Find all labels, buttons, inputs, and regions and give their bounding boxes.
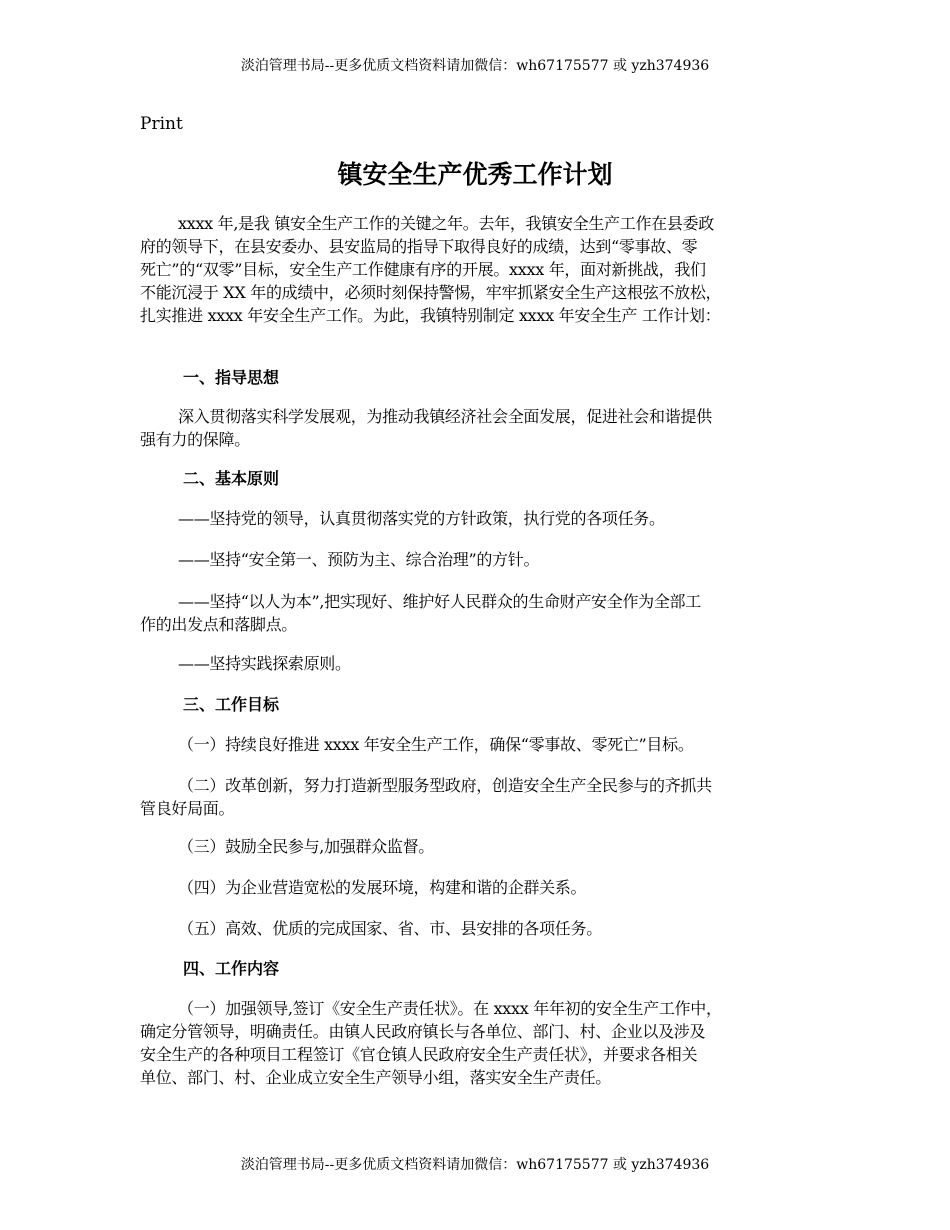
text-line: 单位、部门、村、企业成立安全生产领导小组，落实安全生产责任。: [140, 1068, 612, 1087]
intro-paragraph: [140, 212, 816, 327]
text-line: ——坚持“安全第一、预防为主、综合治理”的方针。: [178, 550, 540, 569]
text-line: 强有力的保障。: [140, 430, 250, 449]
text-line: 死亡”的“双零”目标，安全生产工作健康有序的开展。xxxx 年，面对新挑战，我们: [140, 260, 706, 279]
work-content-paragraph: [140, 997, 816, 1089]
text-line: xxxx 年,是我 镇安全生产工作的关键之年。去年，我镇安全生产工作在县委政: [178, 214, 714, 233]
goal-item: [140, 733, 816, 756]
text-line: 作的出发点和落脚点。: [140, 615, 298, 634]
section-heading-basic-principles: 二、基本原则: [183, 469, 280, 488]
text-line: ——坚持实践探索原则。: [178, 654, 351, 673]
text-line: （一）加强领导,签订《安全生产责任状》。在 xxxx 年年初的安全生产工作中，: [178, 999, 722, 1018]
text-line: 确定分管领导，明确责任。由镇人民政府镇长与各单位、部门、村、企业以及涉及: [140, 1022, 706, 1041]
goal-item: [140, 835, 816, 858]
text-line: （一）持续良好推进 xxxx 年安全生产工作，确保“零事故、零死亡”目标。: [178, 735, 694, 754]
principle-item: [140, 590, 816, 636]
principle-item: [140, 652, 816, 675]
text-line: 安全生产的各种项目工程签订《官仓镇人民政府安全生产责任状》，并要求各相关: [140, 1045, 698, 1064]
text-line: ——坚持党的领导，认真贯彻落实党的方针政策，执行党的各项任务。: [178, 509, 665, 528]
page-footer: 淡泊管理书局--更多优质文档资料请加微信：wh67175577 或 yzh374936: [240, 1157, 710, 1173]
text-line: ——坚持“以人为本”,把实现好、维护好人民群众的生命财产安全作为全部工: [178, 592, 701, 611]
principle-item: [140, 507, 816, 530]
text-line: 扎实推进 xxxx 年安全生产工作。为此，我镇特别制定 xxxx 年安全生产 工作计划：: [140, 306, 721, 325]
text-line: （五）高效、优质的完成国家、省、市、县安排的各项任务。: [178, 919, 602, 938]
text-line: 府的领导下，在县安委办、县安监局的指导下取得良好的成绩，达到“零事故、零: [140, 237, 698, 256]
text-line: （三）鼓励全民参与,加强群众监督。: [178, 837, 434, 856]
text-line: 不能沉浸于 XX 年的成绩中，必须时刻保持警惕，牢牢抓紧安全生产这根弦不放松，: [140, 283, 722, 302]
text-line: （二）改革创新，努力打造新型服务型政府，创造安全生产全民参与的齐抓共: [178, 776, 712, 795]
goal-item: [140, 917, 816, 940]
text-line: 管良好局面。: [140, 799, 235, 818]
section-heading-work-content: 四、工作内容: [183, 959, 280, 978]
text-line: （四）为企业营造宽松的发展环境，构建和谐的企群关系。: [178, 878, 587, 897]
goal-item: [140, 774, 816, 820]
page-header: 淡泊管理书局--更多优质文档资料请加微信：wh67175577 或 yzh374936: [240, 58, 710, 74]
text-line: 深入贯彻落实科学发展观，为推动我镇经济社会全面发展，促进社会和谐提供: [178, 407, 712, 426]
section-heading-work-goals: 三、工作目标: [183, 695, 280, 714]
goal-item: [140, 876, 816, 899]
principle-item: [140, 548, 816, 571]
print-label: Print: [140, 114, 183, 134]
section-heading-guiding-ideology: 一、指导思想: [183, 368, 280, 387]
document-title: 镇安全生产优秀工作计划: [337, 160, 613, 189]
guiding-ideology-paragraph: [140, 405, 816, 451]
